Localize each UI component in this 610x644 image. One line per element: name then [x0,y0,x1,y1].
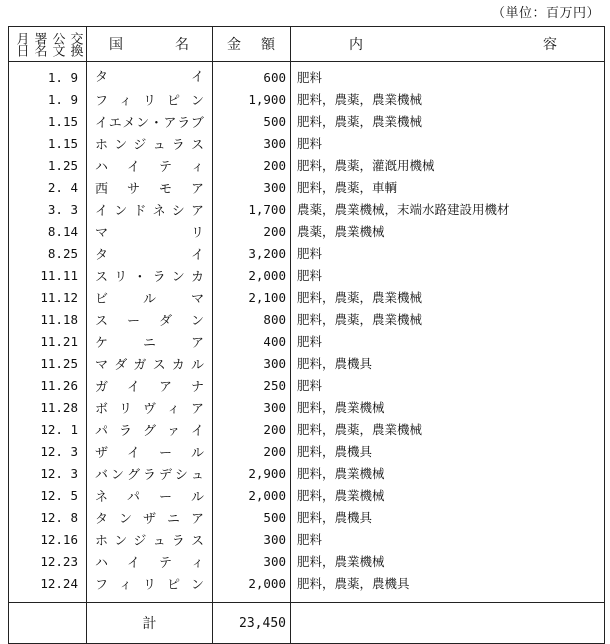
country-char: ダ [114,357,128,373]
amount-cell: 300 [213,132,291,154]
country-char: ・ [133,269,147,285]
date-cell: 1.15 [9,132,87,154]
contents-cell: 肥料，農業機械 [291,462,605,484]
amount-cell: 3,200 [213,242,291,264]
amount-cell: 2,000 [213,484,291,506]
country-char: ル [190,357,204,373]
table-row [9,484,605,506]
date-cell: 12. 8 [9,506,87,528]
country-char: デ [158,467,172,483]
date-cell: 12. 3 [9,440,87,462]
country-char: ブ [190,115,204,131]
country-cell [87,198,213,220]
country-header-char: 国 [109,37,124,53]
country-char: マ [95,225,109,241]
country-char: ネ [152,203,166,219]
country-char: ナ [190,379,204,395]
date-cell: 11.11 [9,264,87,286]
amount-cell: 800 [213,308,291,330]
country-cell [87,264,213,286]
contents-cell: 肥料，農薬，農業機械 [291,88,605,110]
date-cell: 11.25 [9,352,87,374]
contents-cell: 肥料，農機具 [291,506,605,528]
amount-cell: 200 [213,440,291,462]
country-char: リ [114,269,128,285]
country-cell [87,462,213,484]
table-row [9,198,605,220]
country-char: リ [142,577,156,593]
table-row [9,374,605,396]
contents-cell: 肥料 [291,374,605,396]
table-row [9,88,605,110]
country-char: シ [174,467,188,483]
country-char: リ [190,225,204,241]
country-char: ン [190,577,204,593]
amount-cell: 300 [213,176,291,198]
country-cell [87,154,213,176]
country-cell [87,132,213,154]
table-row [9,330,605,352]
country-char: ・ [149,115,163,131]
amount-cell: 200 [213,154,291,176]
date-cell: 12.24 [9,572,87,594]
amount-cell: 300 [213,396,291,418]
country-char: ン [118,511,132,527]
country-char: カ [171,357,185,373]
country-char: ジ [133,137,147,153]
country-cell [87,396,213,418]
country-char: シ [171,203,185,219]
country-cell [87,308,213,330]
country-char: ス [95,313,109,329]
table-row [9,462,605,484]
contents-cell: 肥料，農薬，農機具 [291,572,605,594]
contents-cell: 農薬，農業機械，末端水路建設用機材 [291,198,605,220]
country-char: テ [158,159,172,175]
contents-cell: 肥料，農薬，農業機械 [291,418,605,440]
table-row [9,440,605,462]
table-row [9,286,605,308]
country-char: ラ [118,423,132,439]
contents-cell: 肥料 [291,132,605,154]
country-char: ジ [133,533,147,549]
country-char: ニ [142,335,156,351]
contents-cell: 肥料，農薬，車輌 [291,176,605,198]
country-char: ヴ [142,401,156,417]
country-cell [87,418,213,440]
spacer-cell [213,594,291,603]
country-char: ザ [142,511,156,527]
total-row [9,603,605,644]
country-char: ー [158,445,172,461]
country-cell [87,242,213,264]
country-char: エ [108,115,122,131]
amount-cell: 400 [213,330,291,352]
date-cell: 11.18 [9,308,87,330]
contents-header [291,27,605,62]
contents-cell: 肥料，農薬，農業機械 [291,286,605,308]
table-row [9,396,605,418]
date-cell: 8.25 [9,242,87,264]
contents-cell: 肥料，農機具 [291,352,605,374]
amount-cell: 1,900 [213,88,291,110]
country-char: ン [190,313,204,329]
country-char: フ [95,577,109,593]
spacer-cell [87,594,213,603]
country-header-char: 名 [175,37,190,53]
date-cell: 11.28 [9,396,87,418]
date-cell: 3. 3 [9,198,87,220]
amount-cell: 200 [213,220,291,242]
country-char: ダ [158,313,172,329]
country-char: リ [118,401,132,417]
table-row [9,528,605,550]
date-header [9,27,87,62]
country-char: ー [126,313,140,329]
country-cell [87,286,213,308]
country-char: グ [142,423,156,439]
date-header-column: 署名 [31,32,47,56]
country-char: ラ [171,533,185,549]
contents-cell: 肥料 [291,264,605,286]
contents-cell: 農薬，農業機械 [291,220,605,242]
country-char: ガ [133,357,147,373]
country-char: ン [171,269,185,285]
country-char: イ [95,115,109,131]
country-char: ィ [118,577,132,593]
table-row [9,132,605,154]
country-char: モ [158,181,172,197]
country-char: ラ [152,269,166,285]
country-char: ァ [166,423,180,439]
table-row [9,62,605,89]
date-cell: 1.15 [9,110,87,132]
country-char: タ [95,247,109,263]
date-header-column: 月日 [13,32,29,56]
contents-cell: 肥料，農機具 [291,440,605,462]
date-cell: 12. 5 [9,484,87,506]
date-cell: 11.26 [9,374,87,396]
contents-cell: 肥料 [291,62,605,89]
amount-cell: 1,700 [213,198,291,220]
amount-cell: 2,000 [213,264,291,286]
amount-cell: 2,000 [213,572,291,594]
country-char: ン [110,467,124,483]
country-char: ビ [95,291,109,307]
amount-header-char: 額 [261,37,276,53]
contents-cell: 肥料，農薬，農業機械 [291,110,605,132]
header-row [9,27,605,62]
country-cell [87,572,213,594]
amount-cell: 500 [213,110,291,132]
contents-cell: 肥料，農業機械 [291,550,605,572]
country-char: ー [158,489,172,505]
grant-table [8,26,605,644]
country-char: バ [95,467,109,483]
contents-cell: 肥料 [291,330,605,352]
country-char: ピ [166,577,180,593]
country-char: テ [158,555,172,571]
amount-cell: 300 [213,550,291,572]
country-char: ィ [190,159,204,175]
country-char: ス [152,357,166,373]
country-char: メ [122,115,136,131]
country-char: ラ [171,137,185,153]
country-char: ホ [95,533,109,549]
country-cell [87,110,213,132]
spacer-row [9,594,605,603]
country-char: イ [95,203,109,219]
country-char: ン [114,137,128,153]
unit-note: （単位：百万円） [491,6,600,21]
spacer-cell [9,594,87,603]
country-char: ア [163,115,177,131]
country-char: ラ [142,467,156,483]
table-row [9,242,605,264]
amount-cell: 300 [213,528,291,550]
country-char: ス [190,137,204,153]
date-cell: 12.23 [9,550,87,572]
country-char: ア [190,181,204,197]
country-char: ア [190,401,204,417]
date-cell: 8.14 [9,220,87,242]
table-row [9,154,605,176]
country-cell [87,352,213,374]
contents-cell: 肥料 [291,528,605,550]
country-char: イ [126,445,140,461]
amount-cell: 500 [213,506,291,528]
country-char: ネ [95,489,109,505]
amount-header [213,27,291,62]
country-cell [87,88,213,110]
country-cell [87,62,213,89]
contents-header-char: 容 [543,37,558,53]
contents-cell: 肥料 [291,242,605,264]
country-char: タ [95,511,109,527]
date-cell: 12.16 [9,528,87,550]
amount-header-char: 金 [227,37,242,53]
country-char: イ [190,423,204,439]
spacer-cell [291,594,605,603]
contents-cell: 肥料，農薬，灌漑用機械 [291,154,605,176]
date-cell: 11.21 [9,330,87,352]
table-row [9,572,605,594]
country-char: ン [114,203,128,219]
country-cell [87,440,213,462]
contents-cell: 肥料，農薬，農業機械 [291,308,605,330]
amount-cell: 2,900 [213,462,291,484]
country-char: ケ [95,335,109,351]
table-row [9,418,605,440]
country-char: ボ [95,401,109,417]
total-label: 計 [87,603,213,644]
country-char: マ [95,357,109,373]
total-contents-cell [291,603,605,644]
country-char: ュ [152,533,166,549]
country-char: ィ [166,401,180,417]
amount-cell: 200 [213,418,291,440]
date-header-column: 交換 [67,32,83,56]
amount-cell: 600 [213,62,291,89]
amount-cell: 250 [213,374,291,396]
date-cell: 1. 9 [9,62,87,89]
country-char: ド [133,203,147,219]
country-char: ル [142,291,156,307]
table-row [9,220,605,242]
country-cell [87,484,213,506]
country-char: イ [190,247,204,263]
country-char: ル [190,489,204,505]
date-cell: 1. 9 [9,88,87,110]
country-cell [87,176,213,198]
country-char: タ [95,69,109,85]
country-char: マ [190,291,204,307]
total-amount: 23,450 [213,603,291,644]
country-char: リ [142,93,156,109]
country-char: ア [190,511,204,527]
amount-cell: 2,100 [213,286,291,308]
country-char: パ [95,423,109,439]
table-row [9,308,605,330]
country-char: ア [190,203,204,219]
table-row [9,352,605,374]
country-char: カ [190,269,204,285]
total-date-cell [9,603,87,644]
date-cell: 12. 3 [9,462,87,484]
country-char: ュ [152,137,166,153]
country-cell [87,374,213,396]
country-char: ン [190,93,204,109]
country-char: ア [158,379,172,395]
table-row [9,264,605,286]
table-row [9,176,605,198]
table-row [9,506,605,528]
country-char: ラ [177,115,191,131]
country-char: ス [190,533,204,549]
country-char: ュ [190,467,204,483]
country-char: イ [126,159,140,175]
country-cell [87,506,213,528]
country-char: ン [136,115,150,131]
table-row [9,110,605,132]
country-char: ザ [95,445,109,461]
country-char: ル [190,445,204,461]
date-cell: 12. 1 [9,418,87,440]
country-char: イ [126,379,140,395]
country-char: ィ [118,93,132,109]
country-char: イ [190,69,204,85]
country-cell [87,220,213,242]
country-char: ン [114,533,128,549]
date-cell: 1.25 [9,154,87,176]
table-body [9,62,605,603]
country-char: ニ [166,511,180,527]
country-char: サ [126,181,140,197]
country-cell [87,550,213,572]
country-char: ア [190,335,204,351]
contents-cell: 肥料，農業機械 [291,396,605,418]
country-char: ピ [166,93,180,109]
date-cell: 2. 4 [9,176,87,198]
country-char: ホ [95,137,109,153]
contents-header-char: 内 [349,37,364,53]
country-char: イ [126,555,140,571]
table-row [9,550,605,572]
country-char: パ [126,489,140,505]
country-cell [87,528,213,550]
country-char: ハ [95,555,109,571]
country-char: フ [95,93,109,109]
country-header [87,27,213,62]
date-header-column: 公文 [49,32,65,56]
country-char: ス [95,269,109,285]
country-cell [87,330,213,352]
country-char: ガ [95,379,109,395]
date-cell: 11.12 [9,286,87,308]
country-char: ハ [95,159,109,175]
country-char: 西 [95,181,109,197]
country-char: ィ [190,555,204,571]
contents-cell: 肥料，農業機械 [291,484,605,506]
country-char: グ [126,467,140,483]
amount-cell: 300 [213,352,291,374]
